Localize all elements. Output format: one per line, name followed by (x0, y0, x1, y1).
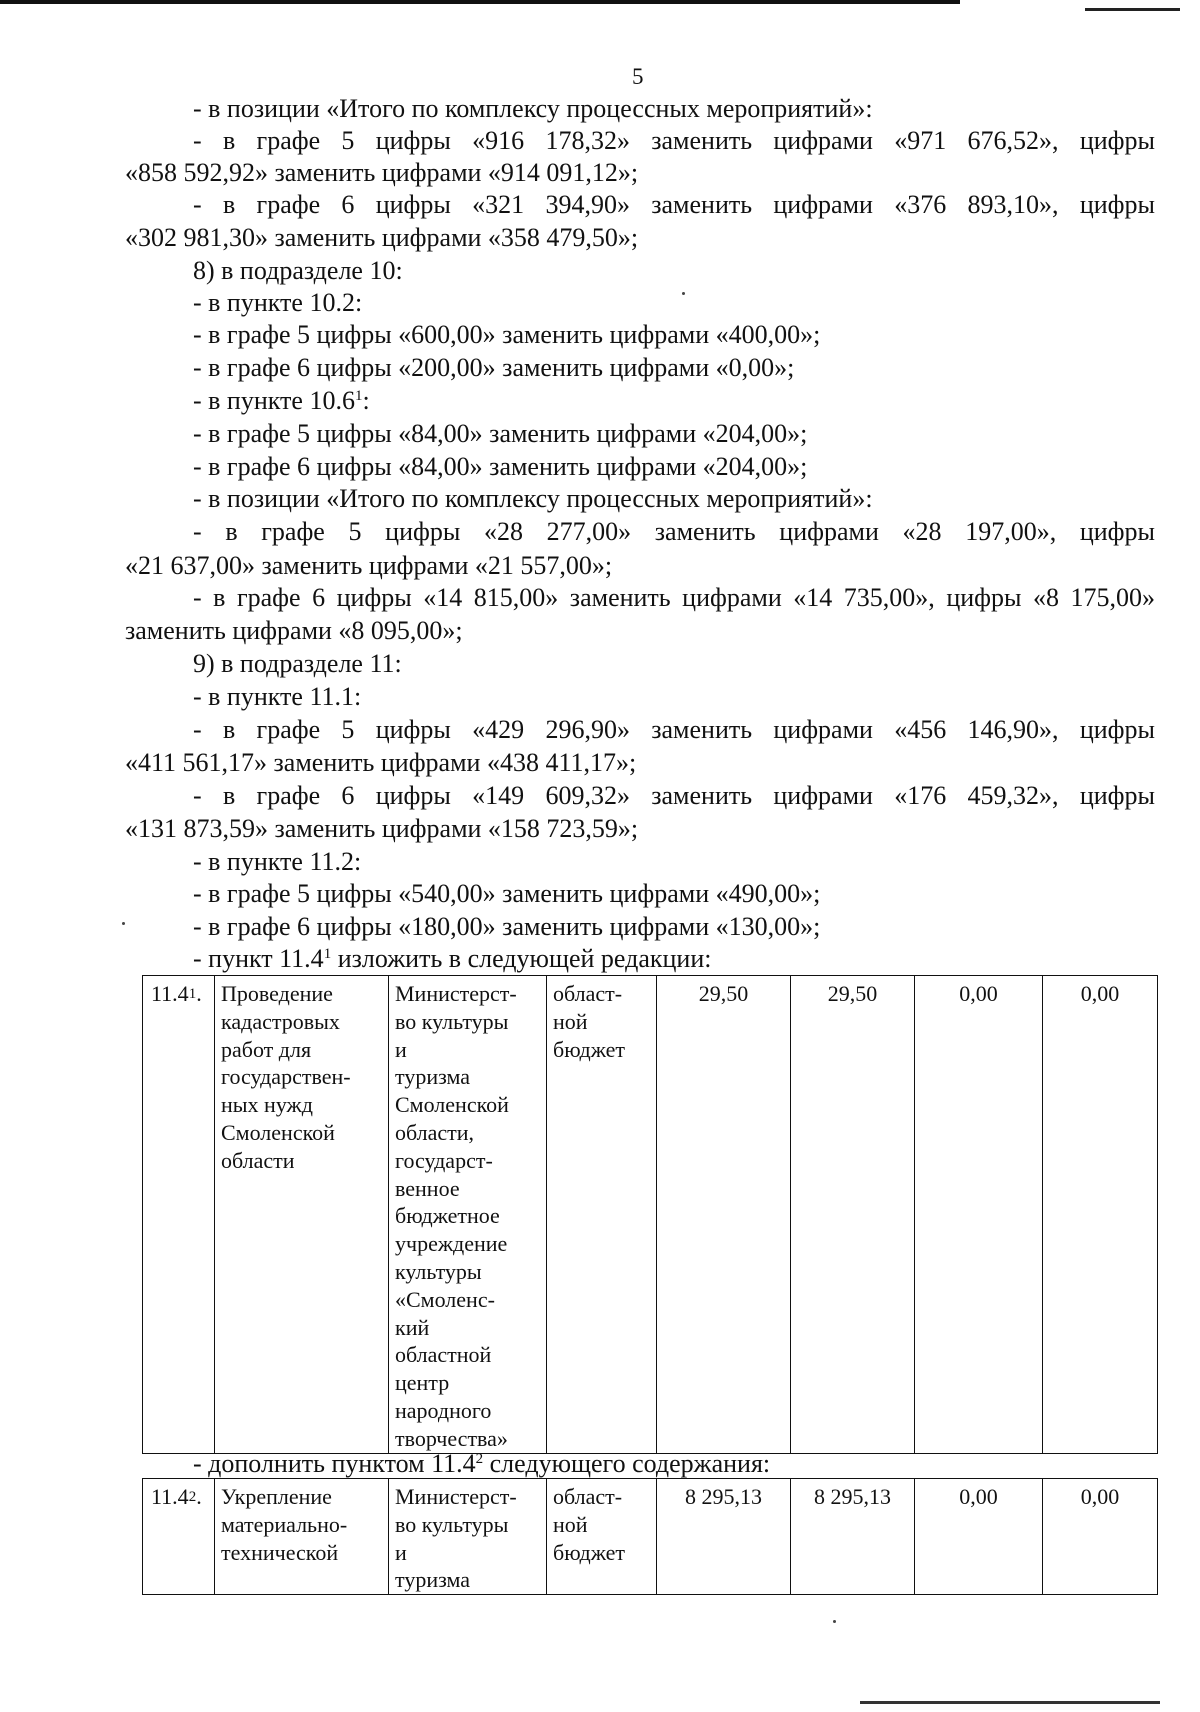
superscript: 1 (323, 946, 332, 962)
text-line: 9) в подразделе 11: (193, 649, 402, 678)
cell-line: ных нужд (221, 1092, 313, 1118)
scan-speck (122, 922, 125, 925)
cell-line: области (221, 1147, 295, 1173)
cell-line: во культуры (395, 1511, 509, 1537)
superscript: 1 (354, 388, 363, 404)
text-line: - в графе 6 цифры «180,00» заменить цифрами «130,00»; (193, 912, 821, 941)
superscript: 2 (475, 1451, 484, 1467)
year3-amount-cell: 0,00 (1043, 976, 1158, 1454)
year1-amount-cell: 29,50 (791, 976, 915, 1454)
cell-word: и (395, 1539, 407, 1565)
amendment-table (142, 1478, 1158, 1595)
total-amount-cell: 29,50 (657, 976, 791, 1454)
page-number: 5 (632, 64, 644, 89)
text-line: - в графе 6 цифры «321 394,90» заменить цифрами «376 893,10», цифры (193, 190, 1155, 219)
cell-line: област- (553, 981, 623, 1006)
text-line: - в пункте 11.1: (193, 682, 362, 711)
cell-line: Смоленской (395, 1092, 509, 1118)
cell-word: и (395, 1036, 407, 1062)
cell-line: творчества» (395, 1425, 508, 1451)
text-line: - в графе 6 цифры «84,00» заменить цифрами «204,00»; (193, 452, 808, 481)
text-fragment: - в пункте 10.6 (193, 386, 355, 415)
cell-line (395, 1539, 540, 1595)
cell-line: культуры (395, 1258, 482, 1284)
text-line: заменить цифрами «8 095,00»; (125, 616, 463, 645)
cell-line: «Смоленс- (395, 1286, 495, 1312)
text-fragment: следующего содержания: (483, 1449, 771, 1478)
cell-line: бюджет (553, 1539, 625, 1565)
total-amount-cell: 8 295,13 (657, 1479, 791, 1595)
executor-cell (389, 1479, 547, 1595)
event-name-cell (215, 976, 389, 1454)
text-line: «131 873,59» заменить цифрами «158 723,59»; (125, 814, 639, 843)
cell-line: областной (395, 1342, 492, 1368)
amendment-table (142, 975, 1158, 1454)
superscript: 1 (188, 986, 197, 1002)
year3-amount-cell: 0,00 (1043, 1479, 1158, 1595)
cell-line: кадастровых (221, 1008, 340, 1034)
table-row (143, 976, 1158, 1454)
item-number-suffix: . (196, 1484, 202, 1509)
text-line: - в графе 5 цифры «429 296,90» заменить цифрами «456 146,90», цифры (193, 715, 1155, 744)
cell-line: Министерст- (395, 1484, 517, 1509)
table-row (143, 1479, 1158, 1595)
text-line: - в графе 6 цифры «149 609,32» заменить цифрами «176 459,32», цифры (193, 781, 1155, 810)
funding-source-cell (547, 976, 657, 1454)
text-line: - в графе 5 цифры «84,00» заменить цифрами «204,00»; (193, 419, 808, 448)
cell-line: Укрепление (221, 1484, 332, 1509)
scan-speck (833, 1620, 836, 1623)
text-fragment: изложить в следующей редакции: (331, 944, 712, 973)
text-line: - в графе 6 цифры «200,00» заменить цифрами «0,00»; (193, 353, 795, 382)
funding-source-cell (547, 1479, 657, 1595)
scan-speck (682, 292, 685, 295)
cell-line (395, 1036, 540, 1092)
year1-amount-cell: 8 295,13 (791, 1479, 915, 1595)
text-fragment: : (362, 386, 370, 415)
cell-line: учреждение (395, 1231, 508, 1257)
cell-line: ной (553, 1008, 588, 1034)
cell-line: Проведение (221, 981, 333, 1006)
cell-line: ной (553, 1511, 588, 1537)
superscript: 2 (188, 1489, 197, 1505)
item-number: 11.4 (151, 1484, 189, 1509)
text-line: 8) в подразделе 10: (193, 256, 403, 285)
cell-line: бюджет (553, 1036, 625, 1062)
cell-line: государст- (395, 1147, 493, 1173)
executor-cell (389, 976, 547, 1454)
text-line (193, 384, 370, 417)
cell-line: Смоленской (221, 1119, 335, 1145)
cell-line: народного (395, 1397, 492, 1423)
year2-amount-cell: 0,00 (915, 976, 1043, 1454)
cell-line: области, (395, 1119, 475, 1145)
cell-line: государствен- (221, 1064, 351, 1090)
cell-line: област- (553, 1484, 623, 1509)
event-name-cell (215, 1479, 389, 1595)
text-line: «858 592,92» заменить цифрами «914 091,12»; (125, 158, 639, 187)
text-line: «411 561,17» заменить цифрами «438 411,17»; (125, 748, 637, 777)
cell-line: во культуры (395, 1008, 509, 1034)
cell-line: бюджетное (395, 1203, 500, 1229)
cell-line: технической (221, 1539, 339, 1565)
cell-line: материально- (221, 1511, 348, 1537)
item-number-cell (143, 1479, 215, 1595)
text-line: «21 637,00» заменить цифрами «21 557,00»; (125, 551, 613, 580)
cell-word: туризма (395, 1064, 471, 1090)
cell-word: туризма (395, 1567, 471, 1593)
text-line: - в графе 6 цифры «14 815,00» заменить цифрами «14 735,00», цифры «8 175,00» (193, 583, 1155, 612)
cell-line: работ для (221, 1036, 312, 1062)
text-fragment: - дополнить пунктом 11.4 (193, 1449, 476, 1478)
item-number-suffix: . (196, 981, 202, 1006)
text-line: - в пункте 10.2: (193, 288, 363, 317)
text-line: - в графе 5 цифры «28 277,00» заменить цифрами «28 197,00», цифры (193, 517, 1155, 546)
text-line: - в позиции «Итого по комплексу процессных мероприятий»: (193, 94, 873, 123)
cell-line: венное (395, 1175, 460, 1201)
year2-amount-cell: 0,00 (915, 1479, 1043, 1595)
cell-line: центр (395, 1370, 450, 1396)
item-number-cell (143, 976, 215, 1454)
cell-line: кий (395, 1314, 430, 1340)
cell-line: Министерст- (395, 981, 517, 1006)
scan-edge-line (1085, 8, 1180, 11)
scan-edge-line (0, 0, 960, 4)
text-line (193, 942, 711, 975)
text-fragment: - пункт 11.4 (193, 944, 324, 973)
scan-edge-line (860, 1701, 1160, 1704)
text-line (193, 1447, 770, 1480)
text-line: - в графе 5 цифры «600,00» заменить цифрами «400,00»; (193, 320, 821, 349)
text-line: «302 981,30» заменить цифрами «358 479,50»; (125, 223, 639, 252)
text-line: - в позиции «Итого по комплексу процессных мероприятий»: (193, 484, 873, 513)
text-line: - в графе 5 цифры «916 178,32» заменить цифрами «971 676,52», цифры (193, 126, 1155, 155)
text-line: - в пункте 11.2: (193, 847, 362, 876)
text-line: - в графе 5 цифры «540,00» заменить цифрами «490,00»; (193, 879, 821, 908)
item-number: 11.4 (151, 981, 189, 1006)
